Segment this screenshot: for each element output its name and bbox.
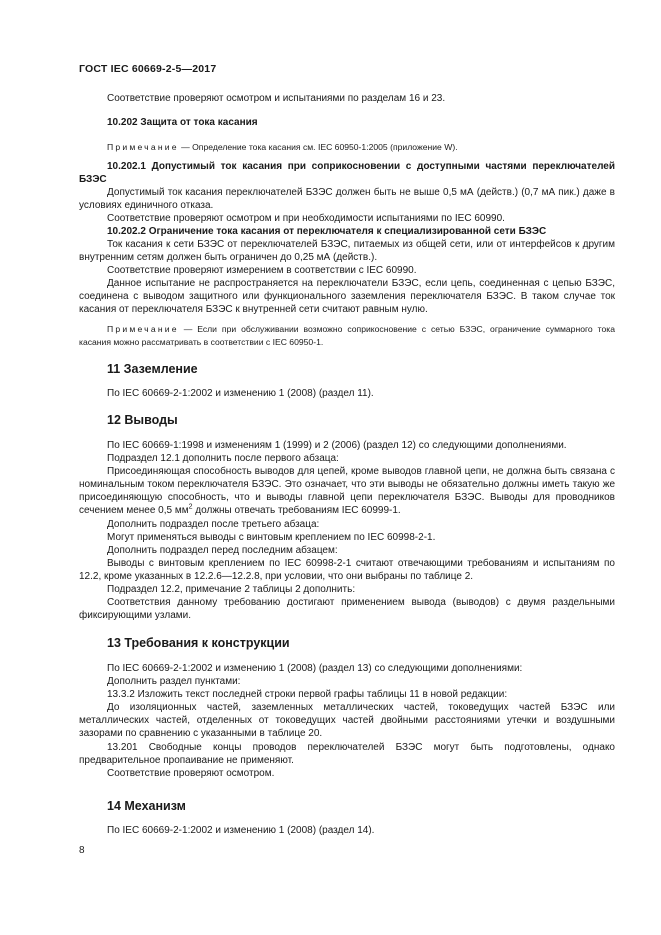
paragraph: Дополнить подраздел после третьего абзаца:: [107, 519, 320, 530]
paragraph: Подраздел 12.2, примечание 2 таблицы 2 дополнить:: [107, 584, 356, 595]
paragraph: Соответствие проверяют осмотром.: [107, 768, 275, 779]
paragraph: По IEC 60669-1:1998 и изменениям 1 (1999) и 2 (2006) (раздел 12) со следующими дополнениями.: [107, 440, 567, 451]
note-text: — Определение тока касания см. IEC 60950-1:2005 (приложение W).: [178, 142, 458, 152]
note-label: Примечание: [107, 324, 179, 334]
clause-10-202-note: [79, 141, 615, 154]
text-run: Присоединяющая способность выводов для цепей, кроме выводов главной цепи, не должна быть связана с номинальным током переключателя БЗЭС. Это означает, что эти выводы не обязательно должны иметь такую же присоединяющую способность, что и выводы главной цепи переключателя БЗЭС. Выводы для проводников сечением менее 0,5 мм: [79, 466, 615, 517]
paragraph: До изоляционных частей, заземленных металлических частей, токоведущих частей БЗЭС или металлических частей, отделенных от токоведущих частей двойными расстояниями утечки и воздушными зазорами по сравнению с указанными в таблице 20.: [79, 702, 615, 740]
clause-10-202-heading: 10.202 Защита от тока касания: [107, 117, 258, 128]
paragraph: [79, 465, 615, 517]
clause-10-202-2-note: [79, 323, 615, 348]
clause-10-202-2-heading: 10.202.2 Ограничение тока касания от переключателя к специализированной сети БЗЭС: [107, 226, 547, 237]
paragraph: 13.3.2 Изложить текст последней строки первой графы таблицы 11 в новой редакции:: [107, 689, 508, 700]
paragraph: Дополнить подраздел перед последним абзацем:: [107, 545, 338, 556]
conformity-line: Соответствие проверяют осмотром и испытаниями по разделам 16 и 23.: [107, 93, 446, 104]
paragraph: По IEC 60669-2-1:2002 и изменению 1 (2008) (раздел 14).: [107, 825, 375, 836]
paragraph: Выводы с винтовым креплением по IEC 60998-2-1 считают отвечающими требованиям и испытаниям по 12.2, кроме указанных в 12.2.6—12.2.8, при условии, что они выбраны по таблице 2.: [79, 558, 615, 583]
paragraph: Подраздел 12.1 дополнить после первого абзаца:: [107, 453, 339, 464]
paragraph: По IEC 60669-2-1:2002 и изменению 1 (2008) (раздел 11).: [107, 388, 374, 399]
section-14-heading: 14 Механизм: [107, 799, 186, 813]
page-number: 8: [79, 845, 85, 856]
paragraph: По IEC 60669-2-1:2002 и изменению 1 (2008) (раздел 13) со следующими дополнениями:: [107, 663, 523, 674]
section-11-heading: 11 Заземление: [107, 362, 198, 376]
document-header: ГОСТ IEC 60669-2-5—2017: [79, 63, 217, 75]
superscript: 2: [188, 503, 193, 511]
paragraph: Допустимый ток касания переключателей БЗЭС должен быть не выше 0,5 мА (действ.) (0,7 мА пик.) даже в условиях единичного отказа.: [79, 187, 615, 212]
paragraph: Могут применяться выводы с винтовым креплением по IEC 60998-2-1.: [107, 532, 436, 543]
section-12-heading: 12 Выводы: [107, 413, 178, 427]
text-run: должны отвечать требованиям IEC 60999-1.: [192, 505, 401, 517]
section-13-heading: 13 Требования к конструкции: [107, 636, 290, 650]
clause-10-202-1-heading: 10.202.1 Допустимый ток касания при соприкосновении с доступными частями переключателей БЗЭС: [79, 161, 615, 186]
paragraph: Ток касания к сети БЗЭС от переключателей БЗЭС, питаемых из общей сети, или от интерфейсов к другим внутренним сетям должен быть ограничен до 0,25 мА (действ.).: [79, 239, 615, 264]
paragraph: Соответствия данному требованию достигают применением вывода (выводов) с двумя раздельными фиксирующими узлами.: [79, 597, 615, 622]
paragraph: Соответствие проверяют осмотром и при необходимости испытаниями по IEC 60990.: [107, 213, 505, 224]
note-label: Примечание: [107, 142, 179, 152]
note-text: — Если при обслуживании возможно соприкосновение с сетью БЗЭС, ограничение суммарного тока касания можно рассматривать в соответствии с IEC 60950-1.: [79, 324, 615, 347]
paragraph: 13.201 Свободные концы проводов переключателей БЗЭС могут быть подготовлены, однако предварительное пропаивание не применяют.: [79, 742, 615, 767]
paragraph: Соответствие проверяют измерением в соответствии с IEC 60990.: [107, 265, 417, 276]
paragraph: Данное испытание не распространяется на переключатели БЗЭС, если цепь, соединенная с цепью БЗЭС, соединена с выводом защитного или функционального заземления переключателя БЗЭС. В таком случае ток касания от переключателя БЗЭС к внутренней сети считают равным нулю.: [79, 278, 615, 316]
paragraph: Дополнить раздел пунктами:: [107, 676, 241, 687]
